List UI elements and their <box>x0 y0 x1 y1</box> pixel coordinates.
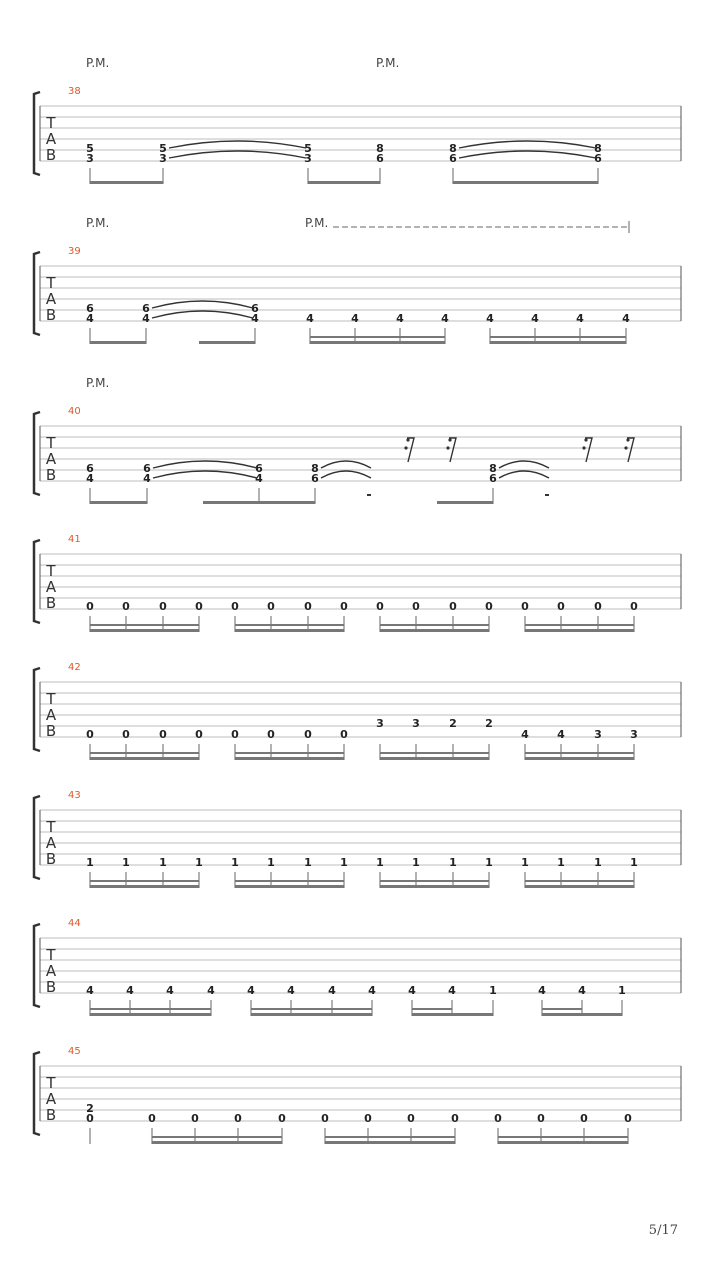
tab-clef-letter: T <box>46 946 56 964</box>
fret-number: 3 <box>159 152 167 165</box>
tab-clef-letter: A <box>45 834 57 852</box>
beam-secondary <box>251 1008 372 1010</box>
beam <box>90 341 146 344</box>
fret-number: 2 <box>449 717 457 730</box>
tab-clef-letter: T <box>46 690 56 708</box>
fret-number: 5 <box>86 142 94 155</box>
fret-number: 1 <box>630 856 638 869</box>
fret-number: 3 <box>412 717 420 730</box>
beam <box>90 885 199 888</box>
tie-arc <box>499 471 549 478</box>
beam-secondary <box>380 752 489 754</box>
fret-number: 4 <box>396 312 404 325</box>
fret-number: 0 <box>485 600 493 613</box>
fret-number: 0 <box>321 1112 329 1125</box>
fret-number: 1 <box>557 856 565 869</box>
beam <box>199 341 255 344</box>
beam <box>525 757 634 760</box>
system-bracket <box>34 540 40 623</box>
tab-clef-letter: B <box>45 850 57 868</box>
fret-number: 0 <box>267 600 275 613</box>
beam-secondary <box>90 624 199 626</box>
fret-number: 0 <box>231 728 239 741</box>
beam-secondary <box>525 624 634 626</box>
fret-number: 1 <box>340 856 348 869</box>
fret-number: 0 <box>159 600 167 613</box>
tab-clef-letter: A <box>45 450 57 468</box>
palm-mute-label: P.M. <box>86 376 110 390</box>
beam <box>90 1013 211 1016</box>
beam-secondary <box>90 880 199 882</box>
fret-number: 0 <box>376 600 384 613</box>
fret-number: 4 <box>408 984 416 997</box>
fret-number: 0 <box>580 1112 588 1125</box>
beam-secondary <box>412 1008 452 1010</box>
rest-icon <box>407 438 414 462</box>
beam-secondary <box>325 1136 455 1138</box>
beam-secondary <box>235 752 344 754</box>
fret-number: 0 <box>195 600 203 613</box>
fret-number: 0 <box>521 600 529 613</box>
system-bracket <box>34 668 40 751</box>
beam-secondary <box>380 880 489 882</box>
fret-number: 3 <box>86 152 94 165</box>
fret-number: 0 <box>537 1112 545 1125</box>
fret-number: 4 <box>142 312 150 325</box>
tab-clef-letter: B <box>45 978 57 996</box>
fret-number: 3 <box>630 728 638 741</box>
fret-number: 1 <box>376 856 384 869</box>
fret-number: 1 <box>267 856 275 869</box>
fret-number: 0 <box>231 600 239 613</box>
fret-number: 4 <box>207 984 215 997</box>
rest-dot <box>584 438 587 441</box>
fret-number: 0 <box>412 600 420 613</box>
tab-system-40 <box>34 376 681 504</box>
fret-number: 2 <box>485 717 493 730</box>
fret-number: 8 <box>489 462 497 475</box>
measure-number: 40 <box>68 406 81 417</box>
beam <box>412 1013 493 1016</box>
fret-number: 2 <box>86 1102 94 1115</box>
fret-number: 0 <box>86 1112 94 1125</box>
tab-clef-letter: T <box>46 114 56 132</box>
measure-number: 39 <box>68 246 81 257</box>
fret-number: 0 <box>86 728 94 741</box>
beam <box>542 1013 622 1016</box>
fret-number: 4 <box>247 984 255 997</box>
palm-mute-label: P.M. <box>376 56 400 70</box>
fret-number: 4 <box>143 472 151 485</box>
beam-secondary <box>525 752 634 754</box>
fret-number: 6 <box>86 302 94 315</box>
fret-number: 1 <box>521 856 529 869</box>
tie-arc <box>152 311 253 318</box>
system-bracket <box>34 924 40 1007</box>
fret-number: 4 <box>251 312 259 325</box>
fret-number: 8 <box>376 142 384 155</box>
beam <box>380 885 489 888</box>
fret-number: 3 <box>304 152 312 165</box>
fret-number: 4 <box>86 984 94 997</box>
fret-number: 6 <box>143 462 151 475</box>
beam <box>235 629 344 632</box>
fret-number: 4 <box>86 312 94 325</box>
tab-clef-letter: B <box>45 722 57 740</box>
fret-number: 1 <box>122 856 130 869</box>
fret-number: 8 <box>594 142 602 155</box>
fret-number: 6 <box>255 462 263 475</box>
rest-dot <box>446 446 449 449</box>
fret-number: 4 <box>557 728 565 741</box>
fret-number: 3 <box>376 717 384 730</box>
fret-number: 6 <box>376 152 384 165</box>
beam-secondary <box>498 1136 628 1138</box>
fret-number: 0 <box>267 728 275 741</box>
beam <box>437 501 493 504</box>
tab-clef-letter: A <box>45 706 57 724</box>
fret-number: 6 <box>86 462 94 475</box>
fret-number: 1 <box>304 856 312 869</box>
tab-clef-letter: A <box>45 1090 57 1108</box>
beam <box>90 501 147 504</box>
tab-system-39 <box>34 216 681 344</box>
tab-clef-letter: T <box>46 1074 56 1092</box>
fret-number: 4 <box>538 984 546 997</box>
measure-number: 38 <box>68 86 81 97</box>
beam <box>235 885 344 888</box>
beam <box>453 181 598 184</box>
fret-number: 4 <box>486 312 494 325</box>
tie-arc <box>459 141 596 148</box>
fret-number: 0 <box>594 600 602 613</box>
fret-number: 4 <box>86 472 94 485</box>
fret-number: 0 <box>449 600 457 613</box>
beam-secondary <box>90 752 199 754</box>
tab-clef-letter: B <box>45 1106 57 1124</box>
beam-secondary <box>235 880 344 882</box>
beam-secondary <box>235 624 344 626</box>
fret-number: 4 <box>448 984 456 997</box>
beam <box>308 181 380 184</box>
measure-number: 43 <box>68 790 81 801</box>
fret-number: 0 <box>122 600 130 613</box>
fret-number: 1 <box>489 984 497 997</box>
tab-clef-letter: B <box>45 306 57 324</box>
fret-number: 1 <box>231 856 239 869</box>
fret-number: 1 <box>618 984 626 997</box>
fret-number: 1 <box>86 856 94 869</box>
fret-number: 0 <box>195 728 203 741</box>
tie-arc <box>169 151 306 158</box>
tab-system-38 <box>34 56 681 184</box>
fret-number: 0 <box>148 1112 156 1125</box>
tab-clef-letter: A <box>45 962 57 980</box>
beam <box>310 341 445 344</box>
fret-number: 6 <box>251 302 259 315</box>
tab-clef-letter: A <box>45 130 57 148</box>
rest-dot <box>624 446 627 449</box>
beam <box>380 757 489 760</box>
fret-number: 0 <box>304 728 312 741</box>
beam-secondary <box>90 1008 211 1010</box>
fret-number: 4 <box>531 312 539 325</box>
fret-number: 0 <box>234 1112 242 1125</box>
rest-mark <box>545 494 549 496</box>
fret-number: 4 <box>622 312 630 325</box>
rest-mark <box>367 494 371 496</box>
rest-dot <box>448 438 451 441</box>
fret-number: 4 <box>126 984 134 997</box>
tie-arc <box>321 471 371 478</box>
fret-number: 3 <box>594 728 602 741</box>
beam <box>325 1141 455 1144</box>
system-bracket <box>34 1052 40 1135</box>
measure-number: 42 <box>68 662 81 673</box>
fret-number: 0 <box>159 728 167 741</box>
fret-number: 0 <box>494 1112 502 1125</box>
beam <box>152 1141 282 1144</box>
beam <box>498 1141 628 1144</box>
palm-mute-label: P.M. <box>86 56 110 70</box>
fret-number: 0 <box>304 600 312 613</box>
tie-arc <box>153 461 257 468</box>
beam <box>380 629 489 632</box>
beam <box>235 757 344 760</box>
fret-number: 4 <box>368 984 376 997</box>
beam-secondary <box>525 880 634 882</box>
tab-clef-letter: T <box>46 562 56 580</box>
beam <box>90 757 199 760</box>
fret-number: 6 <box>594 152 602 165</box>
beam <box>525 629 634 632</box>
beam-secondary <box>310 336 445 338</box>
fret-number: 0 <box>122 728 130 741</box>
fret-number: 1 <box>449 856 457 869</box>
fret-number: 4 <box>351 312 359 325</box>
fret-number: 6 <box>489 472 497 485</box>
fret-number: 0 <box>86 600 94 613</box>
fret-number: 0 <box>630 600 638 613</box>
system-bracket <box>34 412 40 495</box>
fret-number: 0 <box>340 600 348 613</box>
tie-arc <box>459 151 596 158</box>
fret-number: 0 <box>191 1112 199 1125</box>
measure-number: 44 <box>68 918 81 929</box>
system-bracket <box>34 92 40 175</box>
tie-arc <box>152 301 253 308</box>
fret-number: 4 <box>287 984 295 997</box>
page-number: 5/17 <box>648 1223 678 1238</box>
measure-number: 41 <box>68 534 81 545</box>
fret-number: 4 <box>578 984 586 997</box>
rest-icon <box>449 438 456 462</box>
tab-clef-letter: B <box>45 146 57 164</box>
tie-arc <box>153 471 257 478</box>
beam <box>490 341 626 344</box>
rest-icon <box>585 438 592 462</box>
beam <box>251 1013 372 1016</box>
fret-number: 0 <box>624 1112 632 1125</box>
fret-number: 6 <box>311 472 319 485</box>
fret-number: 6 <box>449 152 457 165</box>
rest-dot <box>404 446 407 449</box>
beam-secondary <box>542 1008 582 1010</box>
system-bracket <box>34 252 40 335</box>
fret-number: 0 <box>557 600 565 613</box>
fret-number: 1 <box>412 856 420 869</box>
fret-number: 4 <box>521 728 529 741</box>
fret-number: 0 <box>340 728 348 741</box>
beam-secondary <box>152 1136 282 1138</box>
beam <box>525 885 634 888</box>
fret-number: 5 <box>304 142 312 155</box>
tab-clef-letter: B <box>45 466 57 484</box>
tie-arc <box>169 141 306 148</box>
palm-mute-label: P.M. <box>305 216 329 230</box>
tie-arc <box>321 461 371 468</box>
fret-number: 1 <box>485 856 493 869</box>
beam-secondary <box>490 336 626 338</box>
fret-number: 1 <box>159 856 167 869</box>
tie-arc <box>499 461 549 468</box>
fret-number: 0 <box>278 1112 286 1125</box>
fret-number: 0 <box>407 1112 415 1125</box>
fret-number: 4 <box>255 472 263 485</box>
fret-number: 8 <box>311 462 319 475</box>
tab-clef-letter: A <box>45 578 57 596</box>
fret-number: 5 <box>159 142 167 155</box>
fret-number: 4 <box>328 984 336 997</box>
tab-system-44 <box>34 918 681 1016</box>
fret-number: 4 <box>166 984 174 997</box>
fret-number: 8 <box>449 142 457 155</box>
rest-dot <box>406 438 409 441</box>
fret-number: 4 <box>306 312 314 325</box>
fret-number: 0 <box>364 1112 372 1125</box>
rest-dot <box>582 446 585 449</box>
beam-secondary <box>380 624 489 626</box>
tab-clef-letter: A <box>45 290 57 308</box>
palm-mute-label: P.M. <box>86 216 110 230</box>
tab-clef-letter: B <box>45 594 57 612</box>
beam <box>90 181 163 184</box>
fret-number: 0 <box>451 1112 459 1125</box>
beam <box>203 501 259 504</box>
tab-clef-letter: T <box>46 274 56 292</box>
beam <box>90 629 199 632</box>
tab-system-42 <box>34 662 681 760</box>
fret-number: 4 <box>441 312 449 325</box>
tab-system-41 <box>34 534 681 632</box>
tab-clef-letter: T <box>46 818 56 836</box>
fret-number: 1 <box>594 856 602 869</box>
beam <box>259 501 315 504</box>
fret-number: 1 <box>195 856 203 869</box>
fret-number: 4 <box>576 312 584 325</box>
tab-clef-letter: T <box>46 434 56 452</box>
rest-dot <box>626 438 629 441</box>
system-bracket <box>34 796 40 879</box>
tab-system-45 <box>34 1046 681 1144</box>
fret-number: 6 <box>142 302 150 315</box>
rest-icon <box>627 438 634 462</box>
tab-system-43 <box>34 790 681 888</box>
measure-number: 45 <box>68 1046 81 1057</box>
